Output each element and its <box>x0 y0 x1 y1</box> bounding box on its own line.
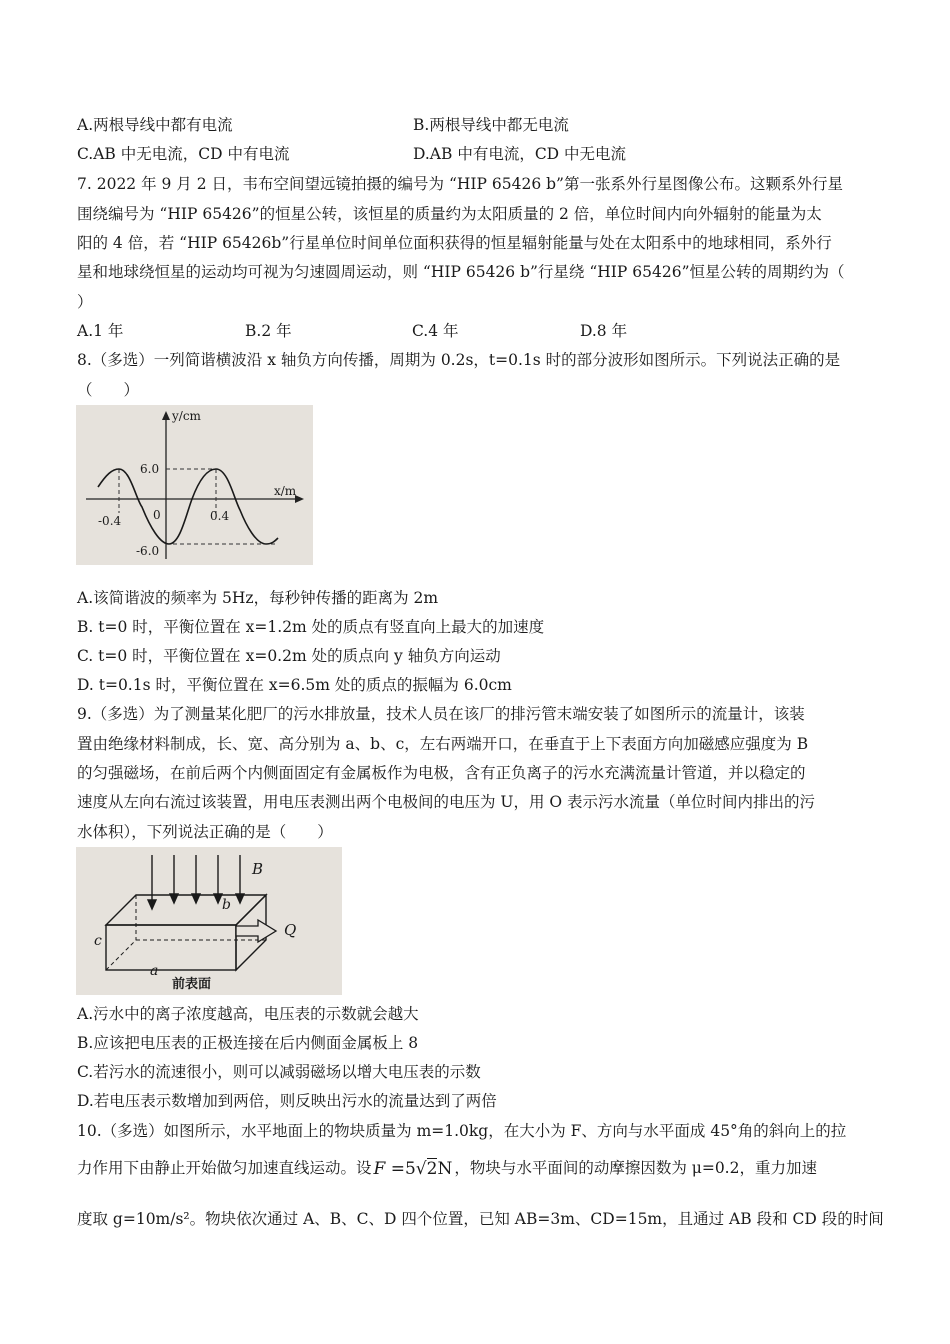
q7-line-2: 围绕编号为 “HIP 65426”的恒星公转，该恒星的质量约为太阳质量的 2 倍，单位时间内向外辐射的能量为太 <box>77 205 822 223</box>
formula-F: F <box>373 1159 386 1179</box>
q9-option-c: C.若污水的流速很小，则可以减弱磁场以增大电压表的示数 <box>77 1063 481 1081</box>
x-neg-tick-label: -0.4 <box>98 514 122 528</box>
q8-option-b: B. t=0 时，平衡位置在 x=1.2m 处的质点有竖直向上最大的加速度 <box>77 618 545 636</box>
q8-line-1: 8.（多选）一列简谐横波沿 x 轴负方向传播，周期为 0.2s，t=0.1s 时的部分波形如图所示。下列说法正确的是 <box>77 351 841 369</box>
formula-force <box>374 1159 453 1179</box>
q7-option-d: D.8 年 <box>580 322 628 340</box>
q9-option-b: B.应该把电压表的正极连接在后内侧面金属板上 8 <box>77 1034 419 1052</box>
amplitude-neg-label: -6.0 <box>136 544 160 558</box>
q6-option-d: D.AB 中有电流，CD 中无电流 <box>413 145 627 163</box>
label-B: B <box>252 860 264 878</box>
q7-option-b: B.2 年 <box>245 322 292 340</box>
formula-radicand: 2 <box>426 1159 438 1179</box>
q8-option-a: A.该简谐波的频率为 5Hz，每秒钟传播的距离为 2m <box>77 589 439 607</box>
label-b: b <box>222 897 231 913</box>
q8-option-c: C. t=0 时，平衡位置在 x=0.2m 处的质点向 y 轴负方向运动 <box>77 647 501 665</box>
q7-line-5: ） <box>77 293 93 311</box>
q10-line-1: 10.（多选）如图所示，水平地面上的物块质量为 m=1.0kg，在大小为 F、方向与水平面成 45°角的斜向上的拉 <box>77 1122 847 1140</box>
origin-label: 0 <box>153 508 161 522</box>
formula-unit: N <box>437 1159 453 1179</box>
wave-figure <box>76 405 313 565</box>
q6-option-c: C.AB 中无电流，CD 中有电流 <box>77 145 290 163</box>
formula-radical-sign: √ <box>415 1159 427 1179</box>
q7-line-4: 星和地球绕恒星的运动均可视为匀速圆周运动，则 “HIP 65426 b”行星绕 “HIP 65426”恒星公转的周期约为（ <box>77 263 845 281</box>
label-Q: Q <box>284 921 297 939</box>
flowmeter-figure <box>76 847 342 995</box>
label-c: c <box>94 933 102 949</box>
q10-line-2-post: ，物块与水平面间的动摩擦因数为 μ=0.2，重力加速 <box>454 1159 817 1177</box>
q10-line-2 <box>77 1158 817 1179</box>
formula-eq: =5 <box>390 1159 416 1179</box>
q9-line-4: 速度从左向右流过该装置，用电压表测出两个电极间的电压为 U，用 O 表示污水流量（单位时间内排出的污 <box>77 793 816 811</box>
q9-line-1: 9.（多选）为了测量某化肥厂的污水排放量，技术人员在该厂的排污管末端安装了如图所示的流量计，该装 <box>77 705 805 723</box>
q6-option-a: A.两根导线中都有电流 <box>77 116 233 134</box>
label-a: a <box>150 963 159 979</box>
label-front-surface: 前表面 <box>172 977 212 992</box>
y-axis-label: y/cm <box>172 409 201 423</box>
q7-line-3: 阳的 4 倍，若 “HIP 65426b”行星单位时间单位面积获得的恒星辐射能量与处在太阳系中的地球相同，系外行 <box>77 234 832 252</box>
q9-line-5: 水体积），下列说法正确的是（ ） <box>77 823 333 841</box>
amplitude-pos-label: 6.0 <box>140 462 160 476</box>
q9-option-d: D.若电压表示数增加到两倍，则反映出污水的流量达到了两倍 <box>77 1092 497 1110</box>
q9-line-3: 的匀强磁场，在前后两个内侧面固定有金属板作为电极，含有正负离子的污水充满流量计管道，并以稳定的 <box>77 764 806 782</box>
q10-line-2-pre: 力作用下由静止开始做匀加速直线运动。设 <box>77 1159 372 1177</box>
q9-line-2: 置由绝缘材料制成，长、宽、高分别为 a、b、c，左右两端开口，在垂直于上下表面方向加磁感应强度为 B <box>77 735 809 753</box>
q7-line-1: 7. 2022 年 9 月 2 日，韦布空间望远镜拍摄的编号为 “HIP 65426 b”第一张系外行星图像公布。这颗系外行星 <box>77 175 843 193</box>
q8-line-2: （ ） <box>77 381 140 399</box>
x-pos-tick-label: 0.4 <box>210 509 230 523</box>
q10-line-3: 度取 g=10m/s²。物块依次通过 A、B、C、D 四个位置，已知 AB=3m、CD=15m，且通过 AB 段和 CD 段的时间 <box>77 1210 884 1228</box>
q9-option-a: A.污水中的离子浓度越高，电压表的示数就会越大 <box>77 1005 419 1023</box>
q7-option-a: A.1 年 <box>77 322 124 340</box>
q6-option-b: B.两根导线中都无电流 <box>413 116 569 134</box>
x-axis-label: x/m <box>274 484 297 498</box>
q7-option-c: C.4 年 <box>412 322 459 340</box>
q8-option-d: D. t=0.1s 时，平衡位置在 x=6.5m 处的质点的振幅为 6.0cm <box>77 676 512 694</box>
